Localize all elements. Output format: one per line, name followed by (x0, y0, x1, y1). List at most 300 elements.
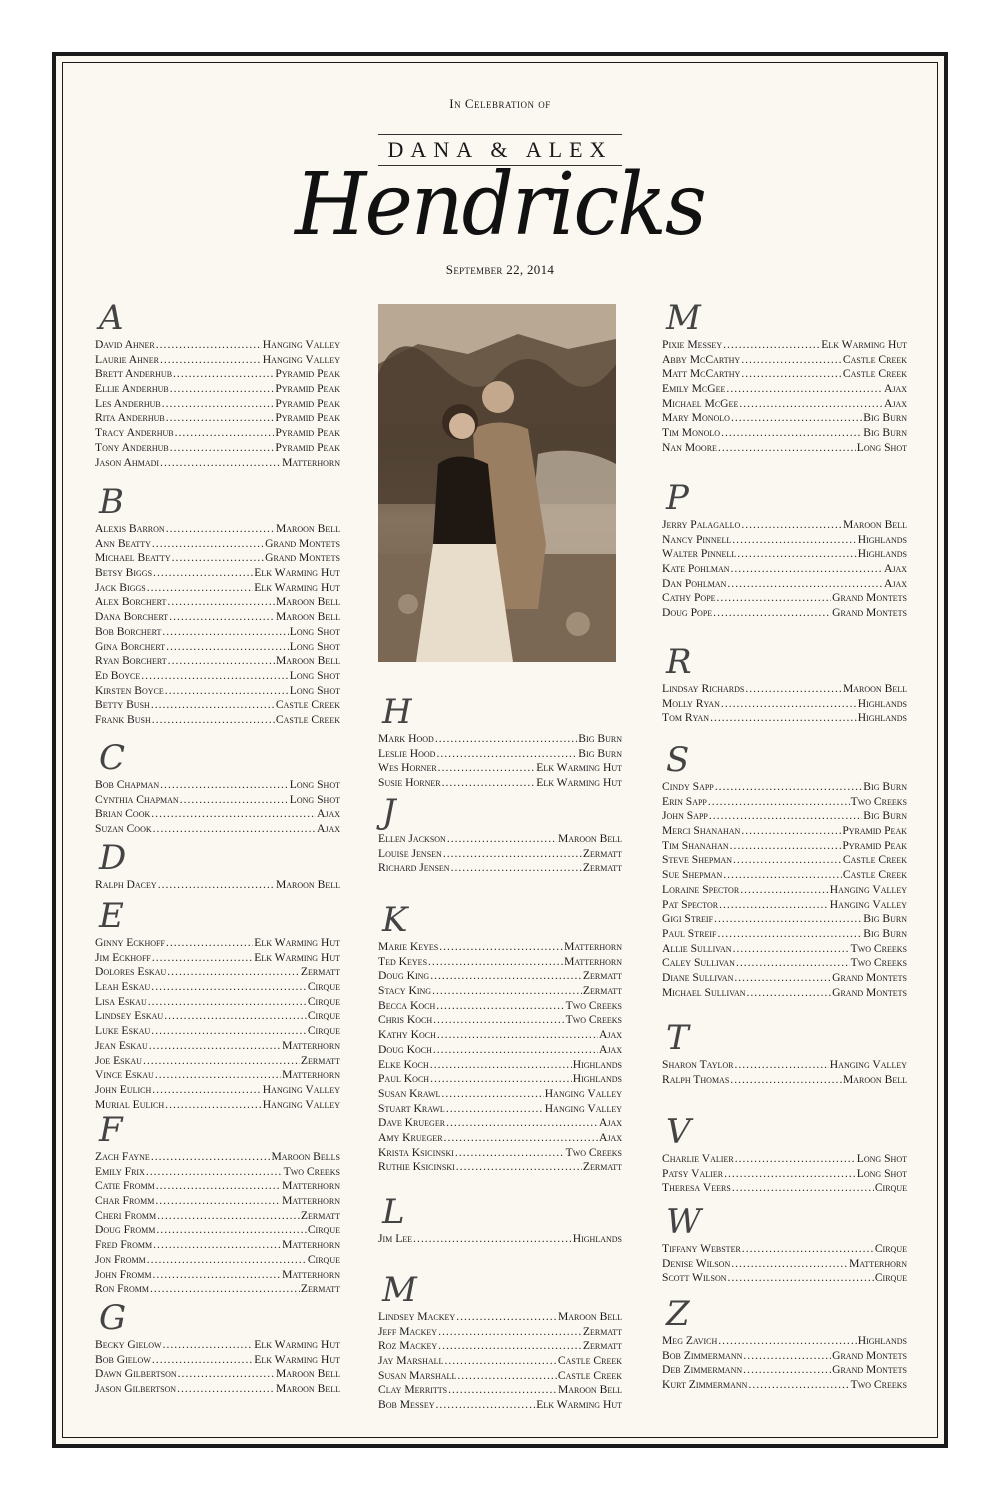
guest-name: Clay Merritts (378, 1383, 448, 1397)
leader-dots (743, 1349, 831, 1364)
guest-name: Molly Ryan (662, 696, 720, 710)
table-name: Zermatt (300, 965, 340, 979)
guest-name: Zach Fayne (95, 1150, 150, 1163)
guest-row (662, 441, 907, 456)
guest-row (95, 1083, 340, 1098)
leader-dots (443, 847, 582, 862)
guest-name: Erin Sapp (662, 794, 707, 808)
guest-row (95, 1009, 340, 1024)
leader-dots (723, 868, 842, 883)
guest-row (662, 1363, 907, 1378)
leader-dots (456, 1310, 557, 1325)
guest-name: Kathy Koch (378, 1028, 436, 1042)
leader-dots (718, 1334, 856, 1349)
leader-dots (731, 1257, 848, 1272)
guest-row (95, 1068, 340, 1083)
leader-dots (146, 1165, 283, 1180)
leader-dots (157, 1209, 300, 1224)
leader-dots (151, 980, 307, 995)
guest-name: Doug King (378, 969, 430, 983)
leader-dots (160, 778, 289, 793)
leader-dots (151, 698, 275, 713)
section-a (95, 298, 340, 470)
guest-name: Bob Chapman (95, 778, 160, 791)
table-name: Long Shot (856, 440, 907, 454)
guest-row (95, 426, 340, 441)
table-name: Matterhorn (282, 1038, 340, 1052)
guest-row (662, 411, 907, 426)
table-name: Grand Montets (832, 606, 907, 620)
guest-row (662, 577, 907, 592)
celebration-line: In Celebration of (449, 96, 551, 111)
guest-row (662, 1271, 907, 1286)
leader-dots (732, 1181, 874, 1196)
table-name: Ajax (316, 822, 340, 836)
guest-row (95, 1282, 340, 1297)
table-name: Cirque (307, 1252, 340, 1266)
guest-row (95, 654, 340, 669)
table-name: Long Shot (289, 778, 340, 791)
guest-name: Jeff Mackey (378, 1324, 438, 1338)
guest-name: Joe Eskau (95, 1053, 142, 1067)
leader-dots (708, 795, 850, 810)
guest-row (662, 956, 907, 971)
leader-dots (152, 951, 253, 966)
table-name: Hanging Valley (262, 338, 340, 351)
table-name: Two Creeks (283, 1164, 340, 1178)
table-name: Highlands (857, 1334, 907, 1347)
guest-name: Denise Wilson (662, 1256, 731, 1270)
leader-dots (715, 780, 863, 795)
guest-row (378, 984, 622, 999)
guest-name: Jay Marshall (378, 1354, 444, 1368)
table-name: Maroon Bell (842, 682, 907, 695)
leader-dots (430, 969, 582, 984)
guest-name: Paul Streif (662, 926, 717, 940)
guest-row (95, 669, 340, 684)
table-name: Castle Creek (842, 868, 907, 882)
guest-row (95, 822, 340, 837)
section-initial: L (382, 1192, 405, 1232)
guest-name: Susie Horner (378, 776, 441, 790)
table-name: Elk Warming Hut (254, 1352, 340, 1366)
leader-dots (734, 1058, 828, 1073)
table-name: Zermatt (582, 1324, 622, 1338)
guest-row (662, 591, 907, 606)
guest-name: Jerry Palagallo (662, 518, 741, 531)
guest-row (378, 832, 622, 847)
guest-row (95, 397, 340, 412)
table-name: Ajax (883, 562, 907, 576)
guest-name: Jason Gilbertson (95, 1382, 177, 1396)
leader-dots (172, 551, 264, 566)
leader-dots (158, 878, 275, 893)
leader-dots (733, 942, 850, 957)
table-name: Pyramid Peak (842, 824, 907, 838)
guest-row (378, 1043, 622, 1058)
leader-dots (166, 522, 275, 537)
guest-name: Matt McCarthy (662, 367, 741, 381)
section-initial: K (382, 900, 408, 940)
guest-name: Susan Krawl (378, 1086, 441, 1100)
leader-dots (734, 971, 831, 986)
leader-dots (724, 1167, 856, 1182)
table-name: Long Shot (289, 639, 340, 653)
guest-name: Bob Gielow (95, 1352, 151, 1366)
guest-name: Cynthia Chapman (95, 792, 179, 806)
event-date: September 22, 2014 (445, 262, 555, 277)
guest-row (95, 1253, 340, 1268)
table-name: Highlands (572, 1072, 622, 1086)
guest-row (662, 606, 907, 621)
section-g (95, 1298, 340, 1397)
table-name: Grand Montets (832, 970, 907, 984)
table-name: Hanging Valley (262, 1082, 340, 1096)
leader-dots (446, 1102, 544, 1117)
guest-name: Sue Shepman (662, 868, 723, 882)
table-name: Pyramid Peak (275, 382, 340, 396)
table-name: Highlands (572, 1057, 622, 1071)
table-name: Matterhorn (282, 1267, 340, 1281)
table-name: Maroon Bell (557, 832, 622, 845)
leader-dots (709, 809, 862, 824)
section-v (662, 1112, 907, 1196)
guest-name: Steve Shepman (662, 853, 733, 867)
guest-row (95, 551, 340, 566)
guest-name: Frank Bush (95, 712, 151, 726)
leader-dots (741, 367, 842, 382)
leader-dots (438, 1339, 582, 1354)
table-name: Long Shot (289, 624, 340, 638)
leader-dots (168, 654, 275, 669)
guest-row (95, 995, 340, 1010)
guest-row (662, 547, 907, 562)
guest-name: Ed Boyce (95, 668, 141, 682)
guest-row (378, 1310, 622, 1325)
couple-photo (378, 304, 616, 662)
table-name: Ajax (883, 576, 907, 590)
leader-dots (433, 1013, 564, 1028)
guest-name: Stacy King (378, 984, 432, 998)
guest-name: Dan Pohlman (662, 576, 727, 590)
table-name: Highlands (857, 532, 907, 546)
table-name: Two Creeks (850, 941, 907, 955)
guest-name: Marie Keyes (378, 940, 439, 953)
table-name: Cirque (874, 1271, 907, 1285)
surname-script: Hendricks (295, 155, 705, 255)
section-w (662, 1202, 907, 1286)
section-initial: V (666, 1112, 691, 1152)
leader-dots (152, 1353, 253, 1368)
guest-row (95, 1024, 340, 1039)
guest-row (378, 1383, 622, 1398)
guest-row (662, 1073, 907, 1088)
table-name: Castle Creek (842, 853, 907, 867)
guest-name: Mark Hood (378, 732, 434, 745)
guest-row (378, 1072, 622, 1087)
guest-name: Catie Fromm (95, 1179, 155, 1193)
guest-row (95, 1238, 340, 1253)
leader-dots (730, 839, 842, 854)
table-name: Matterhorn (282, 1194, 340, 1208)
leader-dots (433, 1043, 598, 1058)
section-k (378, 900, 622, 1175)
table-name: Two Creeks (565, 1013, 622, 1027)
leader-dots (448, 1383, 557, 1398)
guest-row (95, 778, 340, 793)
leader-dots (151, 807, 316, 822)
guest-row (662, 382, 907, 397)
table-name: Ajax (598, 1116, 622, 1130)
guest-row (662, 562, 907, 577)
guest-name: Roz Mackey (378, 1339, 438, 1353)
table-name: Elk Warming Hut (254, 1338, 340, 1351)
table-name: Maroon Bell (275, 522, 340, 535)
guest-row (95, 807, 340, 822)
table-name: Long Shot (856, 1166, 907, 1180)
guest-name: Charlie Valier (662, 1152, 734, 1165)
leader-dots (149, 1039, 281, 1054)
table-name: Matterhorn (282, 1179, 340, 1193)
leader-dots (155, 1194, 281, 1209)
guest-row (95, 522, 340, 537)
guest-row (378, 1232, 622, 1247)
table-name: Castle Creek (842, 367, 907, 381)
leader-dots (167, 965, 300, 980)
section-l (378, 1192, 622, 1247)
leader-dots (160, 353, 262, 368)
guest-row (95, 1165, 340, 1180)
guest-row (378, 1028, 622, 1043)
section-m (378, 1270, 622, 1413)
table-name: Zermatt (300, 1208, 340, 1222)
table-name: Grand Montets (832, 1363, 907, 1377)
table-name: Maroon Bell (275, 654, 340, 668)
leader-dots (733, 853, 842, 868)
table-name: Elk Warming Hut (536, 1398, 622, 1412)
table-name: Maroon Bell (557, 1383, 622, 1397)
guest-row (662, 912, 907, 927)
leader-dots (152, 537, 264, 552)
table-name: Pyramid Peak (275, 367, 340, 381)
leader-dots (742, 1242, 874, 1257)
guest-name: Gina Borchert (95, 639, 166, 653)
guest-name: Dawn Gilbertson (95, 1367, 177, 1381)
leader-dots (151, 1024, 307, 1039)
guest-name: Fred Fromm (95, 1238, 153, 1252)
section-r (662, 642, 907, 726)
leader-dots (430, 1058, 572, 1073)
section-initial: A (99, 298, 124, 338)
guest-row (378, 999, 622, 1014)
leader-dots (739, 397, 883, 412)
guest-name: Leslie Hood (378, 746, 436, 760)
table-name: Big Burn (863, 411, 907, 425)
table-name: Big Burn (863, 809, 907, 823)
guest-row (662, 518, 907, 533)
section-initial: H (382, 692, 412, 732)
guest-name: Diane Sullivan (662, 970, 734, 984)
guest-row (378, 1160, 622, 1175)
table-name: Pyramid Peak (842, 838, 907, 852)
guest-name: Emily Frix (95, 1164, 145, 1178)
table-name: Ajax (883, 396, 907, 410)
guest-name: Louise Jensen (378, 846, 442, 860)
table-name: Big Burn (578, 732, 622, 745)
guest-name: John Fromm (95, 1267, 152, 1281)
leader-dots (153, 1268, 282, 1283)
guest-row (378, 1058, 622, 1073)
table-name: Elk Warming Hut (536, 776, 622, 790)
leader-dots (430, 1072, 572, 1087)
guest-name: Jim Lee (378, 1232, 413, 1245)
guest-name: Leah Eskau (95, 980, 151, 994)
guest-row (378, 1325, 622, 1340)
guest-row (662, 1257, 907, 1272)
section-initial: D (99, 838, 127, 878)
guest-row (662, 353, 907, 368)
guest-name: Lisa Eskau (95, 994, 147, 1008)
guest-name: Ann Beatty (95, 536, 151, 550)
guest-name: Lindsey Eskau (95, 1009, 164, 1023)
guest-name: Michael Beatty (95, 551, 171, 565)
leader-dots (153, 822, 316, 837)
guest-name: Michael McGee (662, 396, 739, 410)
guest-row (662, 397, 907, 412)
guest-name: Kirsten Boyce (95, 683, 164, 697)
guest-name: Ted Keyes (378, 954, 428, 968)
guest-row (95, 1194, 340, 1209)
table-name: Maroon Bell (275, 878, 340, 891)
guest-row (95, 441, 340, 456)
leader-dots (741, 353, 842, 368)
table-name: Maroon Bell (275, 1367, 340, 1381)
guest-row (95, 625, 340, 640)
guest-name: Walter Pinnell (662, 547, 737, 561)
section-initial: B (99, 482, 124, 522)
table-name: Castle Creek (275, 712, 340, 726)
guest-name: Kate Pohlman (662, 562, 730, 576)
leader-dots (170, 382, 275, 397)
guest-name: Tiffany Webster (662, 1242, 741, 1255)
guest-row (662, 795, 907, 810)
leader-dots (718, 441, 856, 456)
guest-name: Ellie Anderhub (95, 382, 169, 396)
leader-dots (147, 1253, 307, 1268)
table-name: Cirque (307, 980, 340, 994)
guest-row (95, 1223, 340, 1238)
table-name: Hanging Valley (262, 1097, 340, 1111)
guest-name: Pixie Messey (662, 338, 723, 351)
guest-name: Becky Gielow (95, 1338, 162, 1351)
guest-row (378, 1369, 622, 1384)
guest-name: Luke Eskau (95, 1024, 151, 1038)
guest-name: Bob Messey (378, 1398, 435, 1412)
guest-row (95, 1150, 340, 1165)
leader-dots (177, 1382, 275, 1397)
guest-name: Bob Borchert (95, 624, 162, 638)
leader-dots (147, 581, 254, 596)
leader-dots (446, 1116, 598, 1131)
guest-row (378, 1131, 622, 1146)
table-name: Zermatt (582, 1160, 622, 1174)
couple-photo-illustration (378, 304, 616, 662)
table-name: Maroon Bell (275, 595, 340, 609)
guest-name: Kurt Zimmermann (662, 1378, 748, 1392)
guest-row (95, 713, 340, 728)
guest-row (662, 898, 907, 913)
guest-row (95, 640, 340, 655)
leader-dots (745, 682, 842, 697)
table-name: Pyramid Peak (275, 411, 340, 425)
table-name: Grand Montets (265, 551, 340, 565)
guest-row (95, 965, 340, 980)
guest-name: Vince Eskau (95, 1068, 154, 1082)
guest-name: Suzan Cook (95, 822, 152, 836)
leader-dots (731, 562, 883, 577)
table-name: Hanging Valley (262, 352, 340, 366)
section-initial: W (666, 1202, 701, 1242)
leader-dots (166, 411, 275, 426)
table-name: Ajax (883, 382, 907, 396)
leader-dots (719, 898, 829, 913)
table-name: Grand Montets (265, 536, 340, 550)
table-name: Castle Creek (275, 698, 340, 712)
table-name: Grand Montets (832, 591, 907, 605)
section-j (378, 792, 622, 876)
guest-row (378, 955, 622, 970)
leader-dots (735, 1152, 856, 1167)
guest-name: Susan Marshall (378, 1368, 457, 1382)
leader-dots (736, 956, 850, 971)
guest-row (662, 839, 907, 854)
guest-row (95, 1054, 340, 1069)
leader-dots (455, 1146, 565, 1161)
section-p (662, 478, 907, 621)
section-initial: R (666, 642, 692, 682)
guest-row (662, 1167, 907, 1182)
leader-dots (173, 367, 274, 382)
table-name: Elk Warming Hut (254, 580, 340, 594)
leader-dots (156, 338, 262, 353)
guest-row (95, 684, 340, 699)
guest-row (662, 883, 907, 898)
guest-name: Allie Sullivan (662, 941, 732, 955)
guest-row (95, 1367, 340, 1382)
leader-dots (164, 1009, 307, 1024)
leader-dots (710, 711, 857, 726)
guest-row (662, 927, 907, 942)
guest-name: Paul Koch (378, 1072, 430, 1086)
section-initial: F (99, 1110, 123, 1150)
table-name: Pyramid Peak (275, 426, 340, 440)
table-name: Elk Warming Hut (254, 950, 340, 964)
leader-dots (165, 684, 289, 699)
guest-name: Scott Wilson (662, 1271, 727, 1285)
guest-name: Tim Monolo (662, 426, 721, 440)
section-s (662, 740, 907, 1000)
guest-row (662, 986, 907, 1001)
guest-name: Lindsey Mackey (378, 1310, 456, 1323)
table-name: Zermatt (582, 846, 622, 860)
section-initial: T (666, 1018, 689, 1058)
guest-row (95, 382, 340, 397)
section-initial: G (99, 1298, 127, 1338)
guest-row (378, 732, 622, 747)
section-c (95, 738, 340, 837)
guest-row (378, 940, 622, 955)
leader-dots (717, 591, 832, 606)
